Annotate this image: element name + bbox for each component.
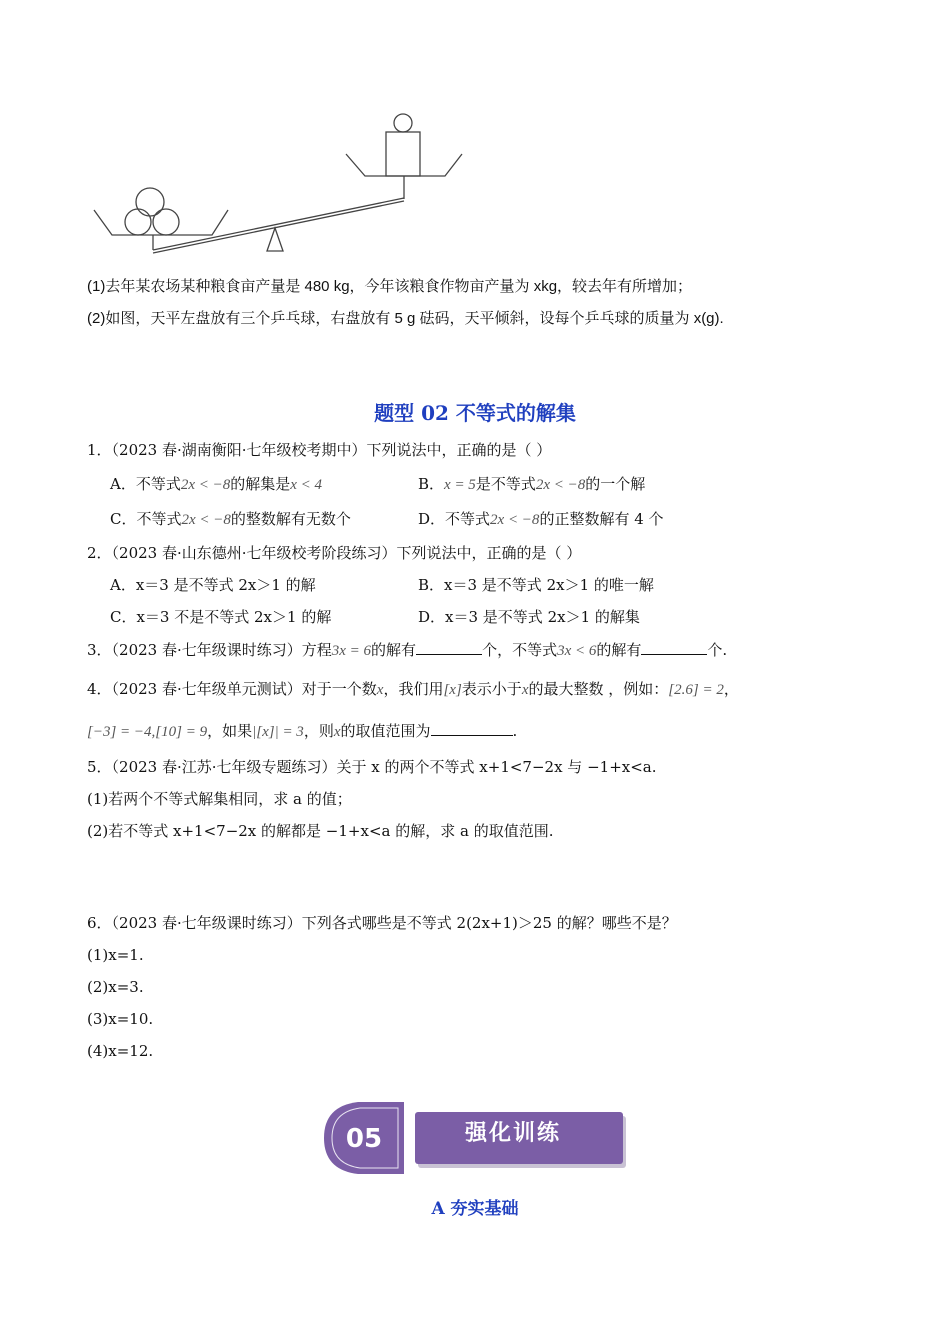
- option-text: 的正整数解有 4 个: [539, 510, 664, 528]
- question-text: ，则: [303, 722, 334, 740]
- math-expression: [2.6] = 2: [668, 682, 724, 698]
- question-text: ，我们用: [383, 680, 444, 698]
- math-expression: 2x < −8: [535, 477, 586, 493]
- badge-label: 强化训练: [464, 1121, 561, 1146]
- subsection-title: A 夯实基础: [431, 1199, 519, 1219]
- question-1-stem: 1．（2023 春·湖南衡阳·七年级校考期中）下列说法中，正确的是（ ）: [87, 441, 552, 459]
- math-variable: x: [376, 682, 384, 698]
- question-text: .: [512, 722, 518, 740]
- intro-paragraph-2: (2)如图，天平左盘放有三个乒乓球，右盘放有 5 g 砝码，天平倾斜，设每个乒乓球的质量为 x(g).: [87, 310, 724, 327]
- math-expression: [x]: [443, 682, 462, 698]
- question-6-item: (1)x=1.: [87, 946, 144, 964]
- math-variable: x: [521, 682, 529, 698]
- math-expression: 3x = 6: [331, 643, 372, 659]
- option-text: B．: [418, 475, 445, 493]
- option-text: 是不等式: [475, 475, 536, 493]
- math-expression: 2x < −8: [181, 512, 231, 528]
- question-6-item: (3)x=10.: [87, 1010, 154, 1028]
- question-2-option-c: C．x＝3 不是不等式 2x＞1 的解: [110, 608, 332, 626]
- balance-scale-figure: [90, 110, 470, 260]
- question-5-stem: 5．（2023 春·江苏·七年级专题练习）关于 x 的两个不等式 x+1<7−2x 与 −1+x<a.: [87, 758, 657, 776]
- option-text: 的解集是: [230, 475, 291, 493]
- option-text: C．不等式: [110, 510, 182, 528]
- math-expression: 2x < −8: [490, 512, 540, 528]
- question-6-stem: 6．（2023 春·七年级课时练习）下列各式哪些是不等式 2(2x+1)＞25 的解？哪些不是？: [87, 914, 677, 932]
- balance-scale-icon: [94, 114, 462, 253]
- math-expression: 3x < 6: [557, 643, 597, 659]
- question-2-option-d: D．x＝3 是不等式 2x＞1 的解集: [418, 608, 640, 626]
- question-5-part-2: (2)若不等式 x+1<7−2x 的解都是 −1+x<a 的解，求 a 的取值范围.: [87, 822, 554, 840]
- question-2-stem: 2．（2023 春·山东德州·七年级校考阶段练习）下列说法中，正确的是（ ）: [87, 544, 582, 562]
- question-text: 4．（2023 春·七年级单元测试）对于一个数: [87, 680, 377, 698]
- question-1-option-c: [110, 509, 351, 530]
- question-text: ，: [723, 680, 739, 698]
- question-text: 的取值范围为: [340, 722, 431, 740]
- question-1-option-d: [418, 509, 664, 530]
- question-5-part-1: (1)若两个不等式解集相同，求 a 的值；: [87, 790, 352, 808]
- intro-paragraph-1: (1)去年某农场某种粮食亩产量是 480 kg，今年该粮食作物亩产量为 xkg，较去年有所增加；: [87, 278, 693, 295]
- question-text: 的解有: [596, 641, 642, 659]
- answer-blank[interactable]: [416, 639, 482, 655]
- math-expression: 2x < −8: [180, 477, 231, 493]
- math-expression: x < 4: [290, 477, 323, 493]
- math-expression: [−3] = −4,[10] = 9: [87, 724, 208, 740]
- question-4-line-2: [87, 720, 517, 742]
- question-6-item: (4)x=12.: [87, 1042, 154, 1060]
- question-text: ，如果: [207, 722, 253, 740]
- question-6-item: (2)x=3.: [87, 978, 144, 996]
- math-variable: x: [333, 724, 341, 740]
- question-text: 的解有: [371, 641, 417, 659]
- section-title: 题型 02 不等式的解集: [374, 401, 576, 425]
- option-text: A．不等式: [110, 475, 181, 493]
- math-expression: |[x]| = 3: [252, 724, 304, 740]
- question-text: 个.: [707, 641, 728, 659]
- question-1-option-a: [110, 474, 322, 495]
- answer-blank[interactable]: [641, 639, 707, 655]
- question-text: 3．（2023 春·七年级课时练习）方程: [87, 641, 332, 659]
- badge-number: 05: [345, 1124, 383, 1154]
- question-2-option-a: A．x＝3 是不等式 2x＞1 的解: [110, 576, 316, 594]
- question-1-option-b: [418, 474, 645, 495]
- option-text: D．不等式: [418, 510, 491, 528]
- option-text: 的一个解: [585, 475, 646, 493]
- question-4-line-1: [87, 679, 739, 700]
- question-text: 表示小于: [461, 680, 522, 698]
- question-text: 的最大整数 ，例如：: [528, 680, 669, 698]
- math-expression: x = 5: [444, 477, 476, 493]
- option-text: 的整数解有无数个: [230, 510, 351, 528]
- question-2-option-b: B．x＝3 是不等式 2x＞1 的唯一解: [418, 576, 654, 594]
- answer-blank[interactable]: [431, 720, 513, 736]
- question-text: 个，不等式: [482, 641, 558, 659]
- question-3: [87, 639, 727, 661]
